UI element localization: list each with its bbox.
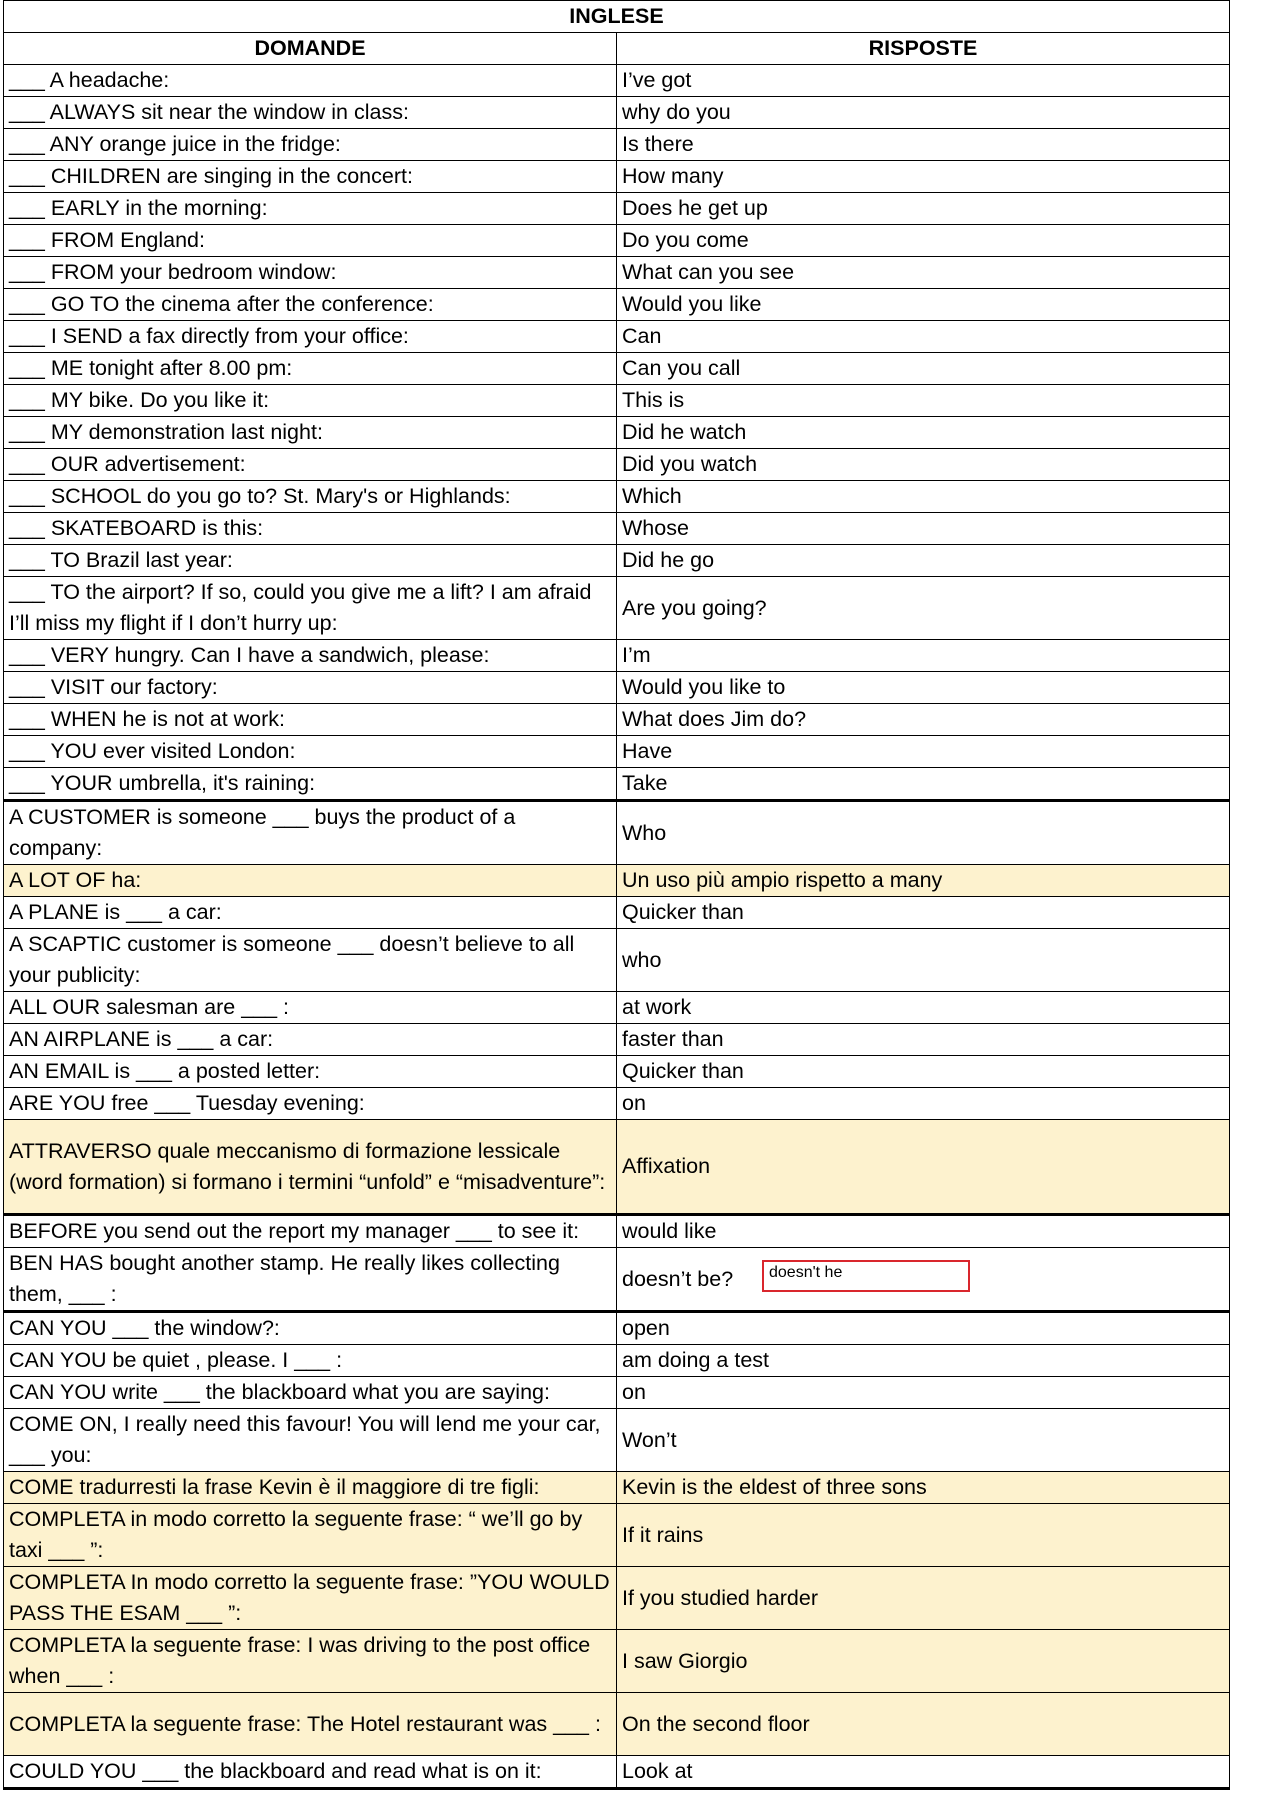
answer-text: open: [622, 1316, 670, 1340]
question-cell: CAN YOU ___ the window?:: [4, 1312, 617, 1345]
table-row: [4, 65, 1230, 97]
table-row: [4, 449, 1230, 481]
answer-text: Does he get up: [622, 196, 768, 220]
answer-cell: [617, 929, 1230, 992]
answer-cell: [617, 577, 1230, 640]
table-row: [4, 321, 1230, 353]
answer-cell: [617, 385, 1230, 417]
answer-cell: [617, 1567, 1230, 1630]
answer-cell: [617, 672, 1230, 704]
table-row: [4, 992, 1230, 1024]
question-cell: ___ SKATEBOARD is this:: [4, 513, 617, 545]
answer-cell: [617, 545, 1230, 577]
answer-text: Can you call: [622, 356, 741, 380]
answer-cell: [617, 481, 1230, 513]
question-cell: CAN YOU be quiet , please. I ___ :: [4, 1345, 617, 1377]
answer-text: Affixation: [622, 1154, 711, 1178]
table-row: [4, 1024, 1230, 1056]
table-row: [4, 801, 1230, 865]
question-cell: ___ VERY hungry. Can I have a sandwich, please:: [4, 640, 617, 672]
answer-text: who: [622, 947, 662, 972]
answer-cell: [617, 353, 1230, 385]
question-cell: ___ A headache:: [4, 65, 617, 97]
table-row: [4, 865, 1230, 897]
answer-cell: [617, 865, 1230, 897]
table-row: [4, 385, 1230, 417]
question-cell: ___ ANY orange juice in the fridge:: [4, 129, 617, 161]
question-cell: ___ ME tonight after 8.00 pm:: [4, 353, 617, 385]
answer-cell: [617, 129, 1230, 161]
question-cell: COMPLETA la seguente frase: The Hotel restaurant was ___ :: [4, 1693, 617, 1756]
answer-cell: [617, 289, 1230, 321]
answer-cell: [617, 640, 1230, 672]
table-row: [4, 672, 1230, 704]
question-cell: COME tradurresti la frase Kevin è il maggiore di tre figli:: [4, 1472, 617, 1504]
answer-cell: [617, 257, 1230, 289]
answer-cell: [617, 417, 1230, 449]
answer-cell: [617, 193, 1230, 225]
answer-cell: [617, 513, 1230, 545]
answer-text: Which: [622, 484, 682, 508]
table-row: [4, 1215, 1230, 1248]
answer-text: Un uso più ampio rispetto a many: [622, 868, 943, 892]
answer-cell: [617, 736, 1230, 768]
answer-cell: [617, 1630, 1230, 1693]
table-row: [4, 1567, 1230, 1630]
answer-text: Look at: [622, 1759, 693, 1783]
table-row: [4, 1472, 1230, 1504]
answer-cell: [617, 449, 1230, 481]
table-row: [4, 1377, 1230, 1409]
question-cell: COME ON, I really need this favour! You will lend me your car, ___ you:: [4, 1409, 617, 1472]
answer-text: Quicker than: [622, 1059, 744, 1083]
answer-cell: [617, 1693, 1230, 1756]
answer-text: If it rains: [622, 1522, 704, 1547]
table-row: [4, 897, 1230, 929]
table-row: [4, 289, 1230, 321]
question-cell: ___ VISIT our factory:: [4, 672, 617, 704]
table-row: [4, 704, 1230, 736]
table-row: [4, 513, 1230, 545]
answer-text: on: [622, 1091, 646, 1115]
question-cell: ___ WHEN he is not at work:: [4, 704, 617, 736]
question-cell: ___ OUR advertisement:: [4, 449, 617, 481]
question-cell: BEN HAS bought another stamp. He really likes collecting them, ___ :: [4, 1248, 617, 1312]
answer-cell: [617, 1215, 1230, 1248]
answer-text: Is there: [622, 132, 694, 156]
answer-cell: [617, 1248, 1230, 1312]
answer-cell: [617, 1504, 1230, 1567]
answer-text: Have: [622, 739, 673, 763]
sheet-title: INGLESE: [4, 1, 1230, 33]
table-row: [4, 640, 1230, 672]
answer-cell: [617, 1409, 1230, 1472]
answer-cell: [617, 897, 1230, 929]
question-cell: ___ ALWAYS sit near the window in class:: [4, 97, 617, 129]
answer-cell: [617, 704, 1230, 736]
answer-cell: [617, 1312, 1230, 1345]
table-row: [4, 1056, 1230, 1088]
answer-cell: [617, 1024, 1230, 1056]
question-cell: ___ MY bike. Do you like it:: [4, 385, 617, 417]
answer-text: Quicker than: [622, 900, 744, 924]
answer-text: Did you watch: [622, 452, 758, 476]
answer-text: Would you like to: [622, 675, 786, 699]
answer-text: If you studied harder: [622, 1585, 819, 1610]
answer-text: Would you like: [622, 292, 762, 316]
question-cell: ___ MY demonstration last night:: [4, 417, 617, 449]
answer-cell: [617, 1088, 1230, 1120]
answer-cell: [617, 1120, 1230, 1215]
question-cell: ATTRAVERSO quale meccanismo di formazione lessicale (word formation) si formano i termini “unfold” e “misadventure”:: [4, 1120, 617, 1215]
question-cell: ___ CHILDREN are singing in the concert:: [4, 161, 617, 193]
question-cell: AN AIRPLANE is ___ a car:: [4, 1024, 617, 1056]
question-cell: CAN YOU write ___ the blackboard what you are saying:: [4, 1377, 617, 1409]
answer-text: doesn’t be?: [622, 1266, 734, 1291]
answer-cell: [617, 1345, 1230, 1377]
question-cell: COMPLETA In modo corretto la seguente frase: ”YOU WOULD PASS THE ESAM ___ ”:: [4, 1567, 617, 1630]
question-cell: A CUSTOMER is someone ___ buys the product of a company:: [4, 801, 617, 865]
answer-text: What can you see: [622, 260, 795, 284]
question-cell: A PLANE is ___ a car:: [4, 897, 617, 929]
answer-cell: [617, 161, 1230, 193]
table-row: [4, 257, 1230, 289]
table-row: [4, 929, 1230, 992]
table-row: [4, 1248, 1230, 1312]
answer-cell: [617, 225, 1230, 257]
table-row: [4, 481, 1230, 513]
table-row: [4, 353, 1230, 385]
question-cell: ___ YOU ever visited London:: [4, 736, 617, 768]
question-cell: ___ SCHOOL do you go to? St. Mary's or Highlands:: [4, 481, 617, 513]
answer-text: Whose: [622, 516, 689, 540]
question-cell: ___ YOUR umbrella, it's raining:: [4, 768, 617, 801]
answer-text: Can: [622, 324, 662, 348]
question-cell: COMPLETA la seguente frase: I was driving to the post office when ___ :: [4, 1630, 617, 1693]
table-row: [4, 1312, 1230, 1345]
answer-text: What does Jim do?: [622, 707, 807, 731]
table-row: [4, 736, 1230, 768]
question-cell: ___ FROM England:: [4, 225, 617, 257]
answer-text: This is: [622, 388, 685, 412]
question-cell: COMPLETA in modo corretto la seguente frase: “ we’ll go by taxi ___ ”:: [4, 1504, 617, 1567]
question-cell: ___ FROM your bedroom window:: [4, 257, 617, 289]
question-cell: A SCAPTIC customer is someone ___ doesn’t believe to all your publicity:: [4, 929, 617, 992]
table-row: [4, 1693, 1230, 1756]
answer-text: Do you come: [622, 228, 749, 252]
answer-cell: [617, 992, 1230, 1024]
answer-cell: [617, 1056, 1230, 1088]
question-cell: ___ EARLY in the morning:: [4, 193, 617, 225]
table-row: [4, 577, 1230, 640]
answer-text: Did he go: [622, 548, 715, 572]
table-row: [4, 768, 1230, 801]
answer-text: faster than: [622, 1027, 724, 1051]
question-answer-table: [3, 0, 1230, 1790]
answer-text: am doing a test: [622, 1348, 770, 1372]
answer-cell: [617, 1472, 1230, 1504]
answer-text: I’m: [622, 643, 651, 667]
answer-text: I saw Giorgio: [622, 1648, 748, 1673]
table-row: [4, 417, 1230, 449]
answer-cell: [617, 97, 1230, 129]
question-cell: ARE YOU free ___ Tuesday evening:: [4, 1088, 617, 1120]
correction-note-box[interactable]: doesn't he: [762, 1260, 970, 1292]
question-cell: BEFORE you send out the report my manager ___ to see it:: [4, 1215, 617, 1248]
answer-text: at work: [622, 995, 692, 1019]
answer-text: Did he watch: [622, 420, 747, 444]
answer-text: How many: [622, 164, 724, 188]
answer-cell: [617, 1377, 1230, 1409]
column-header-questions: DOMANDE: [4, 33, 617, 65]
question-cell: ___ TO Brazil last year:: [4, 545, 617, 577]
answer-text: Who: [622, 820, 667, 845]
table-row: [4, 1756, 1230, 1789]
answer-text: On the second floor: [622, 1711, 810, 1736]
table-row: [4, 1630, 1230, 1693]
answer-text: Kevin is the eldest of three sons: [622, 1475, 927, 1499]
answer-text: why do you: [622, 100, 731, 124]
table-row: [4, 193, 1230, 225]
question-cell: AN EMAIL is ___ a posted letter:: [4, 1056, 617, 1088]
answer-cell: [617, 65, 1230, 97]
column-header-answers: RISPOSTE: [617, 33, 1230, 65]
answer-cell: [617, 801, 1230, 865]
table-row: [4, 225, 1230, 257]
answer-text: would like: [622, 1219, 717, 1243]
table-row: [4, 545, 1230, 577]
table-row: [4, 129, 1230, 161]
answer-text: Are you going?: [622, 595, 767, 620]
question-cell: ALL OUR salesman are ___ :: [4, 992, 617, 1024]
table-row: [4, 1120, 1230, 1215]
question-cell: ___ GO TO the cinema after the conference:: [4, 289, 617, 321]
question-cell: A LOT OF ha:: [4, 865, 617, 897]
answer-text: I’ve got: [622, 68, 692, 92]
answer-text: Won’t: [622, 1427, 677, 1452]
answer-cell: [617, 321, 1230, 353]
table-row: [4, 97, 1230, 129]
answer-cell: [617, 1756, 1230, 1789]
answer-cell: [617, 768, 1230, 801]
table-row: [4, 1088, 1230, 1120]
answer-text: on: [622, 1380, 646, 1404]
question-cell: ___ I SEND a fax directly from your office:: [4, 321, 617, 353]
table-row: [4, 1345, 1230, 1377]
table-row: [4, 1504, 1230, 1567]
table-row: [4, 1409, 1230, 1472]
question-cell: COULD YOU ___ the blackboard and read what is on it:: [4, 1756, 617, 1789]
question-cell: ___ TO the airport? If so, could you give me a lift? I am afraid I’ll miss my flight if I don’t hurry up:: [4, 577, 617, 640]
answer-text: Take: [622, 771, 668, 795]
table-row: [4, 161, 1230, 193]
